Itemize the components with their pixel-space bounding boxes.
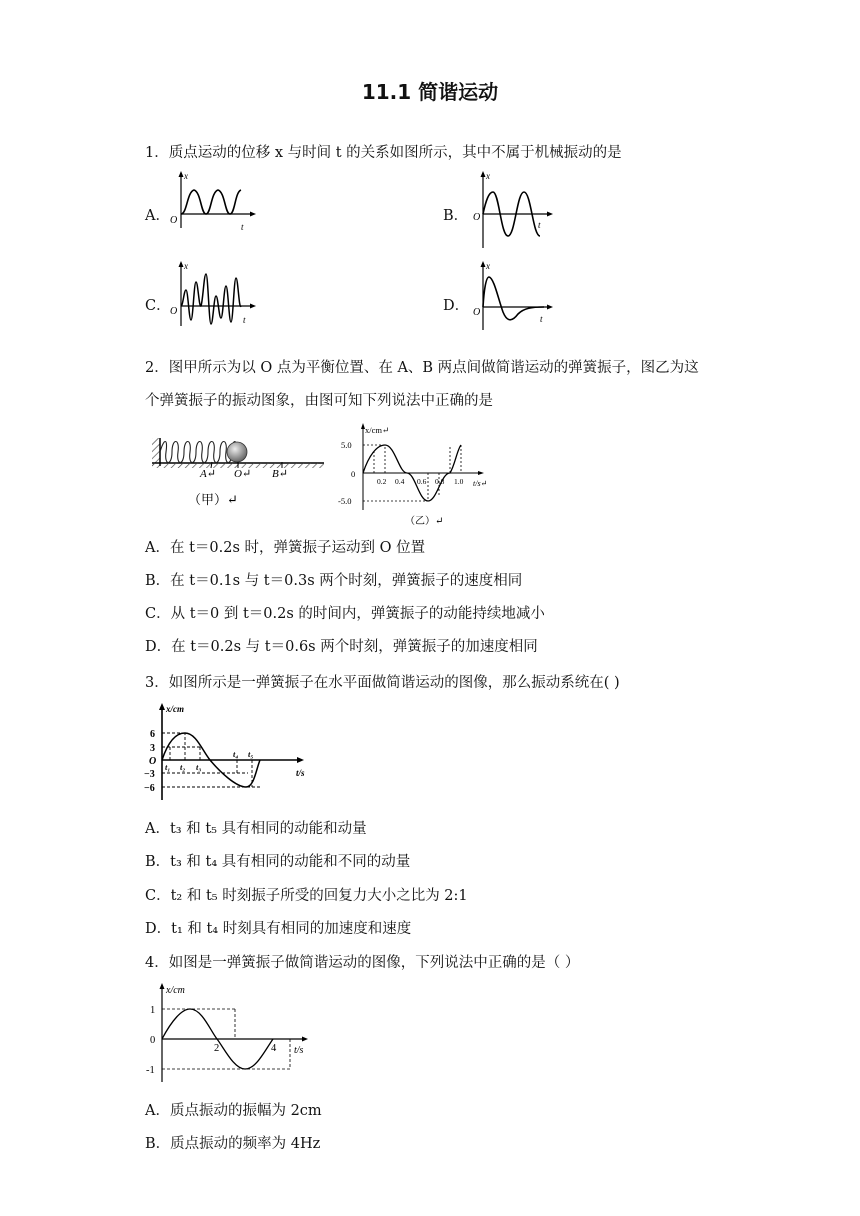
q1d-origin: O: [473, 307, 481, 318]
spring: [160, 442, 236, 463]
q3-vibration-chart: [140, 700, 315, 805]
q2-ytick-5: 5.0: [341, 440, 352, 450]
q4-xlabel: t/s: [294, 1045, 304, 1056]
question-3-stem: 3．如图所示是一弹簧振子在水平面做简谐运动的图像，那么振动系统在( ): [145, 675, 620, 691]
q2-vibration-chart: [333, 420, 493, 528]
q3-option-c: C．t₂ 和 t₅ 时刻振子所受的回复力大小之比为 2:1: [145, 888, 468, 904]
q1c-origin: O: [170, 306, 178, 317]
q4-option-b: B．质点振动的频率为 4Hz: [145, 1136, 321, 1152]
q1-graph-b: [468, 170, 558, 250]
q1-option-d-label: D．: [443, 298, 470, 314]
q2-option-a: A．在 t＝0.2s 时，弹簧振子运动到 O 位置: [145, 540, 426, 556]
q4-xtick-4: 4: [271, 1043, 277, 1054]
question-2-stem-line-2: 个弹簧振子的振动图象，由图可知下列说法中正确的是: [145, 393, 493, 409]
q1a-origin: O: [170, 215, 178, 226]
q3-option-b: B．t₃ 和 t₄ 具有相同的动能和不同的动量: [145, 854, 411, 870]
ball: [227, 442, 247, 462]
question-4-stem: 4．如图是一弹簧振子做简谐运动的图像，下列说法中正确的是（ ）: [145, 955, 580, 971]
q1d-t-label: t: [540, 314, 543, 324]
q4-ytick-1: 1: [150, 1005, 156, 1016]
q1a-x-label: x: [184, 171, 188, 181]
q3-t3: t₃: [196, 762, 202, 772]
q1d-x-label: x: [486, 261, 490, 271]
q3-t2: t₂: [180, 762, 186, 772]
q2-xlabel: t/s↵: [473, 479, 488, 488]
q1a-t-label: t: [241, 222, 244, 232]
q3-t4: t₄: [233, 749, 239, 759]
q3-ytick-neg6: −6: [144, 783, 155, 794]
q2-xtick-08: 0.8: [435, 477, 445, 486]
q1c-t-label: t: [243, 315, 246, 325]
q1-graph-d: [468, 260, 558, 332]
q2-xtick-04: 0.4: [395, 477, 405, 486]
q2-spring-figure: [152, 430, 332, 512]
q2-ylabel: x/cm↵: [365, 425, 390, 435]
q1-option-b-label: B．: [443, 208, 469, 224]
q1b-x-label: x: [486, 171, 490, 181]
q1b-t-label: t: [538, 220, 541, 230]
question-1-stem: 1．质点运动的位移 x 与时间 t 的关系如图所示，其中不属于机械振动的是: [145, 145, 622, 161]
q2-ytick-neg5: -5.0: [338, 496, 352, 506]
label-o: O↵: [234, 468, 252, 480]
q4-ytick-neg1: -1: [146, 1065, 155, 1076]
q1b-origin: O: [473, 212, 481, 223]
q1-graph-a: [165, 170, 260, 232]
q4-option-a: A．质点振动的振幅为 2cm: [145, 1103, 322, 1119]
label-a: A↵: [200, 468, 216, 480]
q3-t5: t₅: [248, 749, 254, 759]
q2-xtick-06: 0.6: [417, 477, 427, 486]
q1c-x-label: x: [184, 261, 188, 271]
q4-ytick-0: 0: [150, 1035, 156, 1046]
q3-option-d: D．t₁ 和 t₄ 时刻具有相同的加速度和速度: [145, 921, 412, 937]
q1-option-a-label: A．: [145, 208, 170, 224]
q3-t1: t₁: [165, 762, 171, 772]
q2-option-d: D．在 t＝0.2s 与 t＝0.6s 两个时刻，弹簧振子的加速度相同: [145, 639, 538, 655]
q2-option-c: C．从 t＝0 到 t＝0.2s 的时间内，弹簧振子的动能持续地减小: [145, 606, 545, 622]
question-2-stem-line-1: 2．图甲所示为以 O 点为平衡位置、在 A、B 两点间做简谐运动的弹簧振子，图乙为这: [145, 360, 699, 376]
q3-ylabel: x/cm: [166, 704, 184, 714]
q4-xtick-2: 2: [214, 1043, 220, 1054]
q3-origin: O: [149, 756, 157, 767]
q2-xtick-02: 0.2: [377, 477, 387, 486]
q3-ytick-3: 3: [150, 743, 155, 754]
label-b: B↵: [272, 468, 288, 480]
q4-ylabel: x/cm: [166, 985, 185, 996]
q1-graph-c: [165, 260, 260, 328]
q4-vibration-chart: [140, 980, 315, 1085]
caption-yi: （乙）↵: [405, 516, 444, 527]
caption-jia: （甲）↵: [188, 492, 238, 507]
q1-option-c-label: C．: [145, 298, 171, 314]
q2-ytick-0: 0: [351, 469, 356, 479]
q3-ytick-neg3: −3: [144, 769, 155, 780]
q3-ytick-6: 6: [150, 729, 155, 740]
page-title: 11.1 简谐运动: [361, 80, 499, 104]
q3-xlabel: t/s: [296, 768, 305, 778]
q2-option-b: B．在 t＝0.1s 与 t＝0.3s 两个时刻，弹簧振子的速度相同: [145, 573, 523, 589]
q2-xtick-10: 1.0: [454, 477, 464, 486]
q3-option-a: A．t₃ 和 t₅ 具有相同的动能和动量: [145, 821, 367, 837]
wall: [152, 438, 160, 466]
